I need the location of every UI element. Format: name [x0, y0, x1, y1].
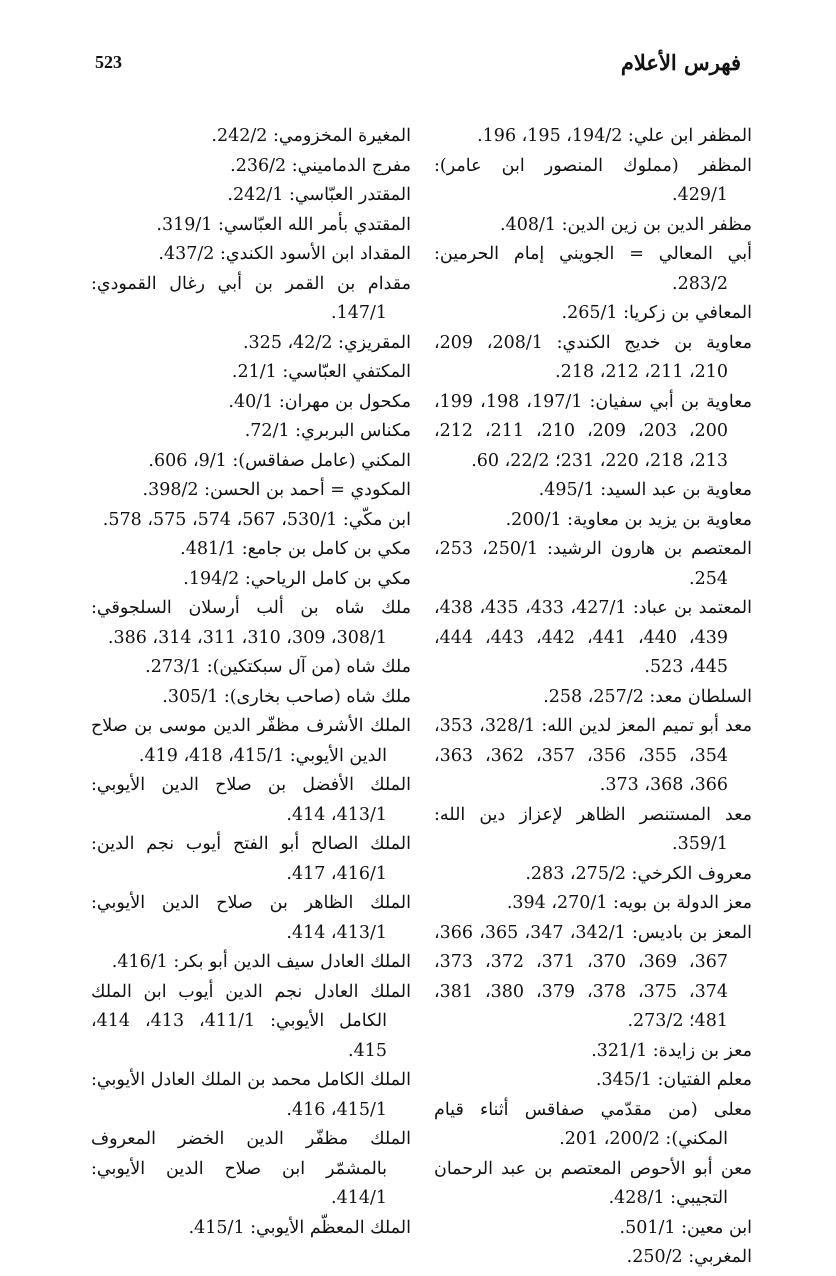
index-entry: مظفر الدين بن زين الدين: 408/1. [500, 214, 752, 235]
index-entry: مفرج الدماميني: 236/2. [230, 155, 411, 176]
index-entry: الملك المعظّم الأيوبي: 415/1. [188, 1217, 411, 1238]
index-entry: المقداد ابن الأسود الكندي: 437/2. [158, 244, 411, 264]
page-header [95, 50, 741, 86]
index-entry: أبي المعالي = الجويني إمام الحرمين: 283/2. [434, 244, 752, 294]
index-entry: المقتدر العبّاسي: 242/1. [227, 185, 411, 205]
index-entry: المظفر (مملوك المنصور ابن عامر): 429/1. [434, 155, 752, 205]
index-entry: الملك الأشرف مظفّر الدين موسى بن صلاح الدين الأيوبي: 415/1، 418، 419. [91, 716, 411, 766]
index-entry: مكي بن كامل بن جامع: 481/1. [180, 539, 411, 559]
index-entry: الملك مظفّر الدين الخضر المعروف بالمشمّر ابن صلاح الدين الأيوبي: 414/1. [91, 1129, 411, 1208]
index-entry: المغربي: 250/2. [626, 1247, 752, 1267]
index-entry: المظفر ابن علي: 194/2، 195، 196. [477, 126, 752, 146]
index-entry: الملك الكامل محمد بن الملك العادل الأيوبي: 415/1، 416. [91, 1070, 411, 1120]
index-entry: المكني (عامل صفاقس): 9/1، 606. [148, 450, 411, 471]
index-entry: ابن معين: 501/1. [619, 1217, 752, 1238]
index-entry: ملك شاه (من آل سبكتكين): 273/1. [145, 657, 411, 677]
index-entry: المكتفي العبّاسي: 21/1. [231, 362, 411, 382]
index-entry: الملك الصالح أبو الفتح أيوب نجم الدين: 416/1، 417. [91, 834, 411, 884]
index-entry: المقريزي: 42/2، 325. [242, 332, 411, 353]
index-entry: مكناس البربري: 72/1. [244, 421, 411, 441]
index-entry: مقدام بن القمر بن أبي رغال القمودي: 147/1. [91, 273, 411, 323]
index-entry: المعتصم بن هارون الرشيد: 250/1، 253، 254. [434, 539, 752, 589]
index-entry: الملك العادل نجم الدين أيوب ابن الملك الكامل الأيوبي: 411/1، 413، 414، 415. [91, 981, 411, 1061]
index-entry: معاوية بن أبي سفيان: 197/1، 198، 199، 200، 203، 209، 210، 211، 212، 213، 218، 220، 231؛ 22/2، 60. [434, 391, 753, 471]
index-entry: ملك شاه بن ألب أرسلان السلجوقي: 308/1، 309، 310، 311، 314، 386. [91, 598, 411, 648]
page-number: 523 [95, 52, 122, 72]
index-entry: المغيرة المخزومي: 242/2. [211, 126, 411, 146]
index-entry: مكحول بن مهران: 40/1. [228, 391, 411, 412]
index-entry: ابن مكّي: 530/1، 567، 574، 575، 578. [102, 509, 411, 530]
index-entry: معلم الفتيان: 345/1. [595, 1070, 752, 1090]
index-entry: مكي بن كامل الرياحي: 194/2. [183, 568, 411, 589]
index-entry: المقتدي بأمر الله العبّاسي: 319/1. [156, 214, 411, 235]
page-title: فهرس الأعلام [620, 50, 741, 75]
index-entry: الملك العادل سيف الدين أبو بكر: 416/1. [111, 952, 411, 972]
index-entry: معاوية بن عبد السيد: 495/1. [538, 480, 752, 500]
index-entry: الملك الظاهر بن صلاح الدين الأيوبي: 413/1، 414. [91, 893, 411, 943]
index-entry: السلطان معد: 257/2، 258. [543, 686, 752, 707]
index-column-left [91, 122, 411, 1243]
index-entry: معاوية بن يزيد بن معاوية: 200/1. [505, 509, 752, 530]
index-entry: معز بن زايدة: 321/1. [591, 1040, 752, 1061]
index-entry: المكودي = أحمد بن الحسن: 398/2. [142, 480, 411, 500]
index-entry: معروف الكرخي: 275/2، 283. [525, 863, 752, 884]
index-entry: معاوية بن خديج الكندي: 208/1، 209، 210، 211، 212، 218. [434, 332, 752, 382]
index-entry: معد أبو تميم المعز لدين الله: 328/1، 353، 354، 355، 356، 357، 362، 363، 366، 368، 373. [434, 716, 752, 795]
index-column-right [434, 122, 752, 1273]
index-entry: المعافي بن زكريا: 265/1. [561, 303, 752, 323]
index-entry: الملك الأفضل بن صلاح الدين الأيوبي: 413/1، 414. [91, 775, 411, 825]
index-entry: المعتمد بن عباد: 427/1، 433، 435، 438، 439، 440، 441، 442، 443، 444، 445، 523. [434, 598, 752, 677]
index-entry: معلى (من مقدّمي صفاقس أثناء قيام المكني): 200/2، 201. [434, 1099, 752, 1149]
index-entry: معز الدولة بن بويه: 270/1، 394. [506, 893, 752, 913]
index-entry: ملك شاه (صاحب بخارى): 305/1. [162, 686, 411, 707]
index-entry: معد المستنصر الظاهر لإعزاز دين الله: 359/1. [434, 804, 752, 854]
index-entry: المعز بن باديس: 342/1، 347، 365، 366، 367، 369، 370، 371، 372، 373، 374، 375، 378، 379، 380، 381، 481؛ 273/2. [434, 922, 752, 1031]
index-entry: معن أبو الأحوص المعتصم بن عبد الرحمان التجيبي: 428/1. [434, 1158, 752, 1208]
